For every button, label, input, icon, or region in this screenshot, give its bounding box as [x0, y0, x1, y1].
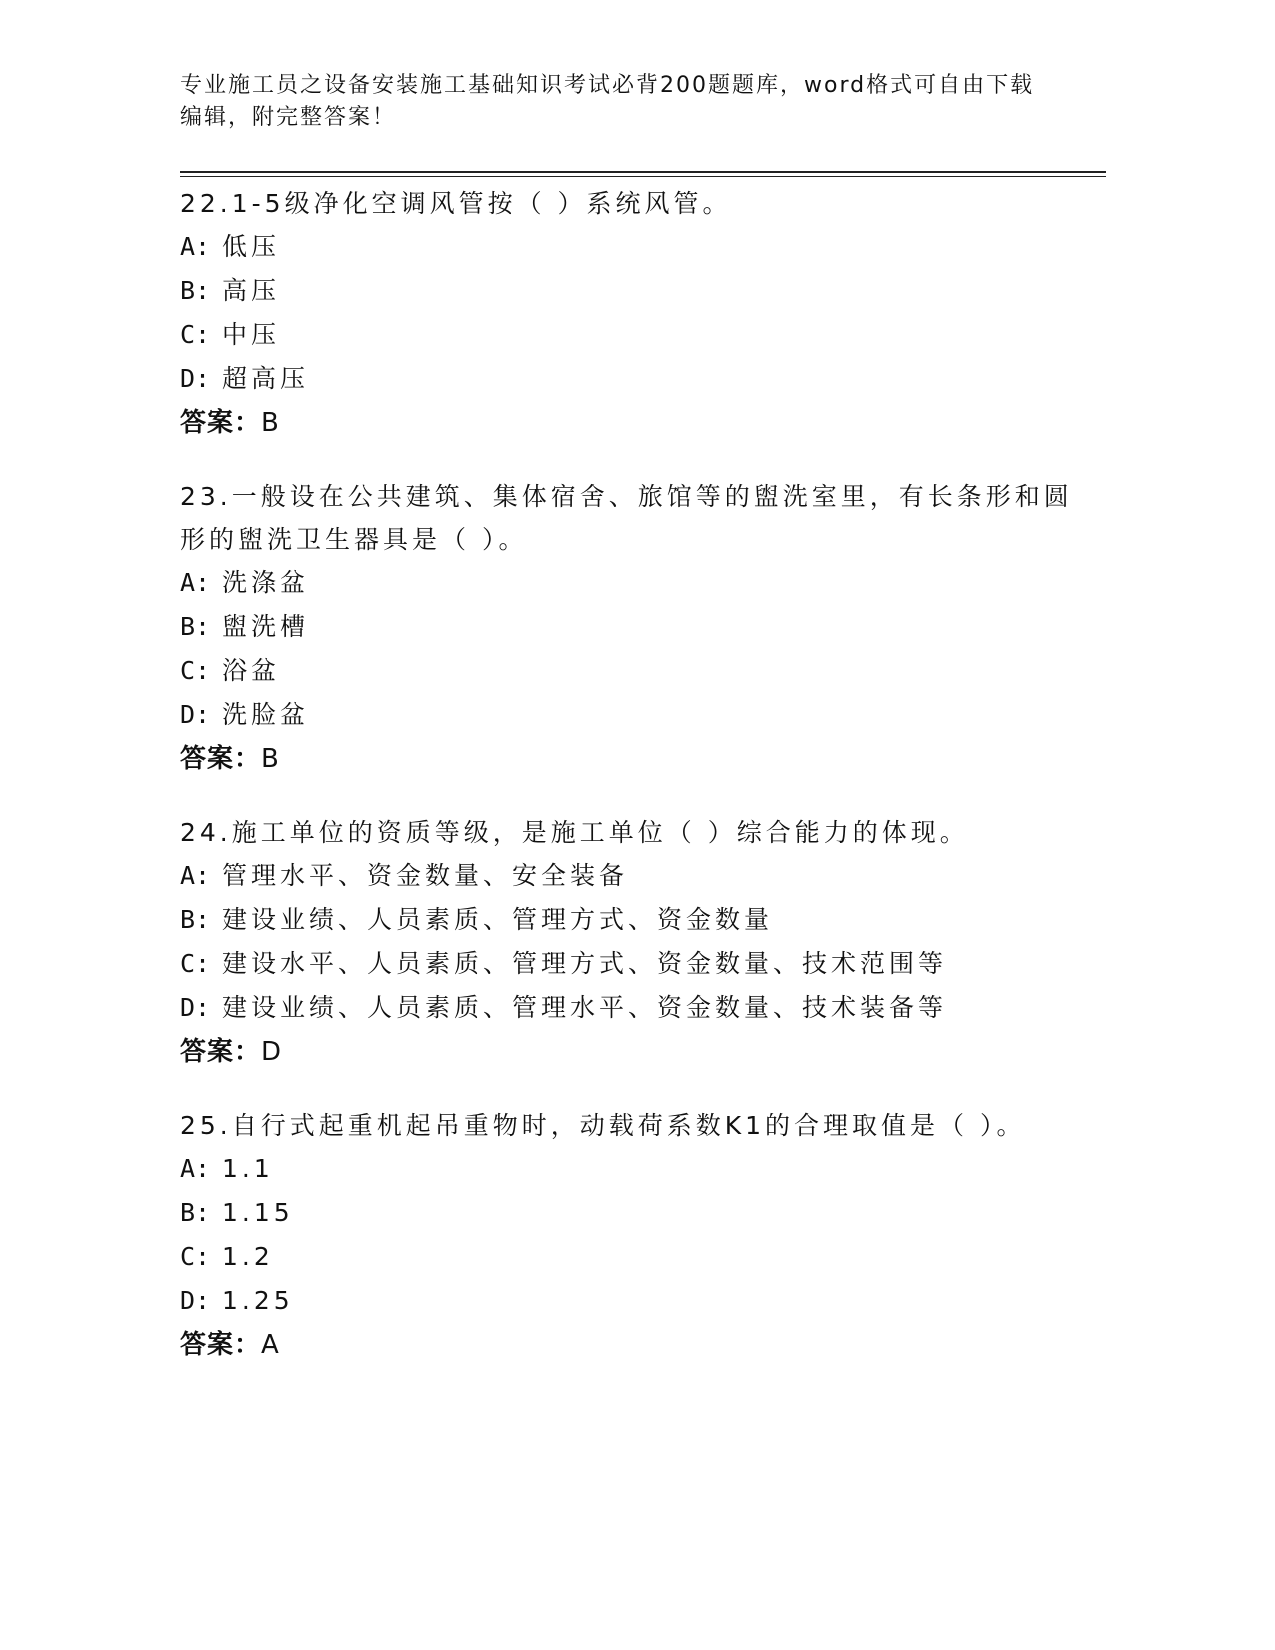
answer-label: 答案：	[180, 1037, 262, 1067]
question-23	[180, 475, 1080, 781]
option-letter: C:	[180, 949, 211, 978]
answer-line	[180, 1030, 1080, 1074]
question-stem-line-1: 23.一般设在公共建筑、集体宿舍、旅馆等的盥洗室里，有长条形和圆	[180, 482, 1073, 511]
question-stem: 24.施工单位的资质等级，是施工单位（ ）综合能力的体现。	[180, 818, 969, 847]
question-24	[180, 811, 1080, 1074]
option-text: 1.1	[222, 1154, 274, 1183]
option-text: 建设业绩、人员素质、管理方式、资金数量	[222, 905, 774, 934]
option-b	[180, 605, 1080, 649]
answer-label: 答案：	[180, 1330, 262, 1360]
option-a	[180, 561, 1080, 605]
header-divider-thick	[180, 171, 1106, 173]
answer-value: D	[261, 1037, 283, 1067]
option-text: 洗涤盆	[222, 568, 310, 597]
option-b	[180, 269, 1080, 313]
answer-value: A	[261, 1330, 280, 1360]
option-b	[180, 1191, 1080, 1235]
answer-label: 答案：	[180, 744, 262, 774]
header-line-2: 编辑，附完整答案！	[180, 105, 397, 130]
option-letter: D:	[180, 364, 211, 393]
option-text: 管理水平、资金数量、安全装备	[222, 861, 629, 890]
option-d	[180, 1279, 1080, 1323]
option-c	[180, 942, 1080, 986]
option-text: 1.25	[222, 1286, 294, 1315]
option-d	[180, 357, 1080, 401]
option-letter: A:	[180, 568, 211, 597]
option-letter: C:	[180, 656, 211, 685]
option-a	[180, 1147, 1080, 1191]
answer-line	[180, 1323, 1080, 1367]
option-c	[180, 1235, 1080, 1279]
option-text: 建设业绩、人员素质、管理水平、资金数量、技术装备等	[222, 993, 948, 1022]
option-b	[180, 898, 1080, 942]
option-letter: C:	[180, 1242, 211, 1271]
option-text: 低压	[222, 232, 281, 261]
question-stem: 22.1-5级净化空调风管按（ ）系统风管。	[180, 189, 732, 218]
option-letter: A:	[180, 1154, 211, 1183]
option-d	[180, 986, 1080, 1030]
question-stem-line-2: 形的盥洗卫生器具是（ ）。	[180, 525, 528, 554]
option-letter: D:	[180, 1286, 211, 1315]
option-c	[180, 313, 1080, 357]
answer-value: B	[261, 744, 280, 774]
option-text: 建设水平、人员素质、管理方式、资金数量、技术范围等	[222, 949, 948, 978]
option-letter: D:	[180, 993, 211, 1022]
option-text: 盥洗槽	[222, 612, 310, 641]
option-letter: B:	[180, 1198, 211, 1227]
answer-value: B	[261, 408, 280, 438]
option-text: 洗脸盆	[222, 700, 310, 729]
option-text: 超高压	[222, 364, 310, 393]
option-letter: A:	[180, 861, 211, 890]
question-list	[180, 182, 1080, 1397]
option-d	[180, 693, 1080, 737]
answer-line	[180, 737, 1080, 781]
option-letter: B:	[180, 276, 211, 305]
document-header	[180, 70, 1060, 134]
answer-label: 答案：	[180, 408, 262, 438]
option-text: 1.2	[222, 1242, 274, 1271]
option-text: 中压	[222, 320, 281, 349]
option-letter: D:	[180, 700, 211, 729]
option-a	[180, 854, 1080, 898]
option-letter: B:	[180, 905, 211, 934]
option-text: 1.15	[222, 1198, 294, 1227]
question-25	[180, 1104, 1080, 1367]
option-text: 高压	[222, 276, 281, 305]
option-letter: B:	[180, 612, 211, 641]
option-a	[180, 225, 1080, 269]
option-letter: C:	[180, 320, 211, 349]
header-divider-thin	[180, 176, 1106, 177]
option-c	[180, 649, 1080, 693]
option-text: 浴盆	[222, 656, 281, 685]
header-line-1: 专业施工员之设备安装施工基础知识考试必背200题题库，word格式可自由下载	[180, 73, 1035, 98]
question-22	[180, 182, 1080, 445]
option-letter: A:	[180, 232, 211, 261]
question-stem: 25.自行式起重机起吊重物时，动载荷系数K1的合理取值是（ ）。	[180, 1111, 1026, 1140]
answer-line	[180, 401, 1080, 445]
